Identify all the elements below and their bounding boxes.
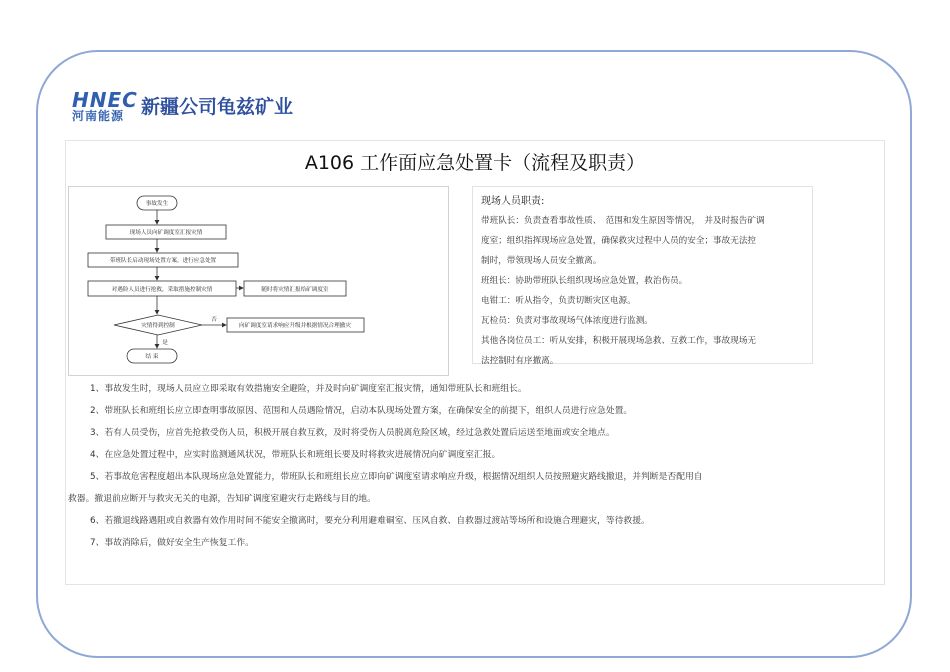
duty-line: 带班队长：负责查看事故性质、 范围和发生原因等情况， 并及时报告矿调: [481, 216, 765, 226]
step-item: 5、若事故危害程度超出本队现场应急处置能力，带班队长和班组长应立即向矿调度室请求响应升级，根据情况组织人员按照避灾路线撤退，并判断是否配用自: [90, 472, 703, 482]
page-title: A106 工作面应急处置卡（流程及职责）: [304, 152, 646, 174]
step-item: 2、带班队长和班组长应立即查明事故原因、范围和人员遇险情况，启动本队现场处置方案，在确保安全的前提下，组织人员进行应急处置。: [90, 406, 633, 416]
flow-continuous-report-label: 随时将灾情汇报给矿调度室: [261, 287, 329, 293]
duties-heading: 现场人员职责:: [481, 196, 545, 207]
company-name: 新疆公司龟兹矿业: [141, 96, 294, 118]
flow-yes-label: 是: [162, 340, 168, 346]
flow-end-label: 结 束: [145, 354, 159, 360]
flowchart: [68, 186, 449, 376]
step-item: 4、在应急处置过程中，应实时监测通风状况，带班队长和班组长要及时将救灾进展情况向矿调度室汇报。: [90, 450, 501, 460]
duty-line: 电钳工：听从指令，负责切断灾区电源。: [481, 296, 636, 306]
step-item: 3、若有人员受伤，应首先抢救受伤人员，积极开展自救互救，及时将受伤人员脱离危险区域，经过急救处置后运送至地面或安全地点。: [90, 428, 615, 438]
duty-line: 瓦检员：负责对事故现场气体浓度进行监测。: [481, 316, 653, 326]
duty-line: 班组长：协助带班队长组织现场应急处置，救治伤员。: [481, 276, 688, 286]
step-item: 救器。撤退前应断开与救灾无关的电源，告知矿调度室避灾行走路线与目的地。: [68, 494, 376, 504]
flow-start-label: 事故发生: [145, 201, 169, 207]
step-item: 1、事故发生时，现场人员应立即采取有效措施安全避险，并及时向矿调度室汇报灾情，通知带班队长和班组长。: [90, 384, 527, 394]
flow-decision-label: 灾情得到控制: [141, 323, 175, 329]
duty-line: 制时，带领现场人员安全撤离。: [481, 256, 602, 266]
flow-escalate-label: 向矿调度室请求响应升级并根据情况合理撤灾: [239, 323, 351, 329]
duty-line: 其他各岗位员工：听从安排，积极开展现场急救、互救工作，事故现场无: [481, 336, 757, 346]
duty-line: 度室；组织指挥现场应急处置，确保救灾过程中人员的安全；事故无法控: [481, 236, 757, 246]
flow-activate-plan-label: 带班队长启动现场处置方案，进行应急处置: [109, 258, 217, 264]
flow-report-label: 现场人员向矿调度室汇报灾情: [129, 230, 203, 236]
procedure-steps: [68, 378, 788, 554]
logo-top-text: HNEC: [72, 88, 138, 112]
step-item: 7、事故消除后，做好安全生产恢复工作。: [90, 538, 254, 548]
flow-no-label: 否: [211, 317, 217, 323]
company-logo: [72, 88, 138, 125]
flowchart-diagram: [69, 187, 450, 377]
duty-line: 法控制时有序撤离。: [481, 356, 559, 366]
logo-bottom-text: 河南能源: [72, 109, 125, 123]
duties-panel: [472, 186, 813, 364]
flow-rescue-label: 对遇险人员进行抢救，采取措施控制灾情: [111, 287, 213, 293]
step-item: 6、若撤退线路遇阻或自救器有效作用时间不能安全撤离时，要充分利用避难硐室、压风自救、自救器过渡站等场所和设施合理避灾，等待救援。: [90, 516, 650, 526]
